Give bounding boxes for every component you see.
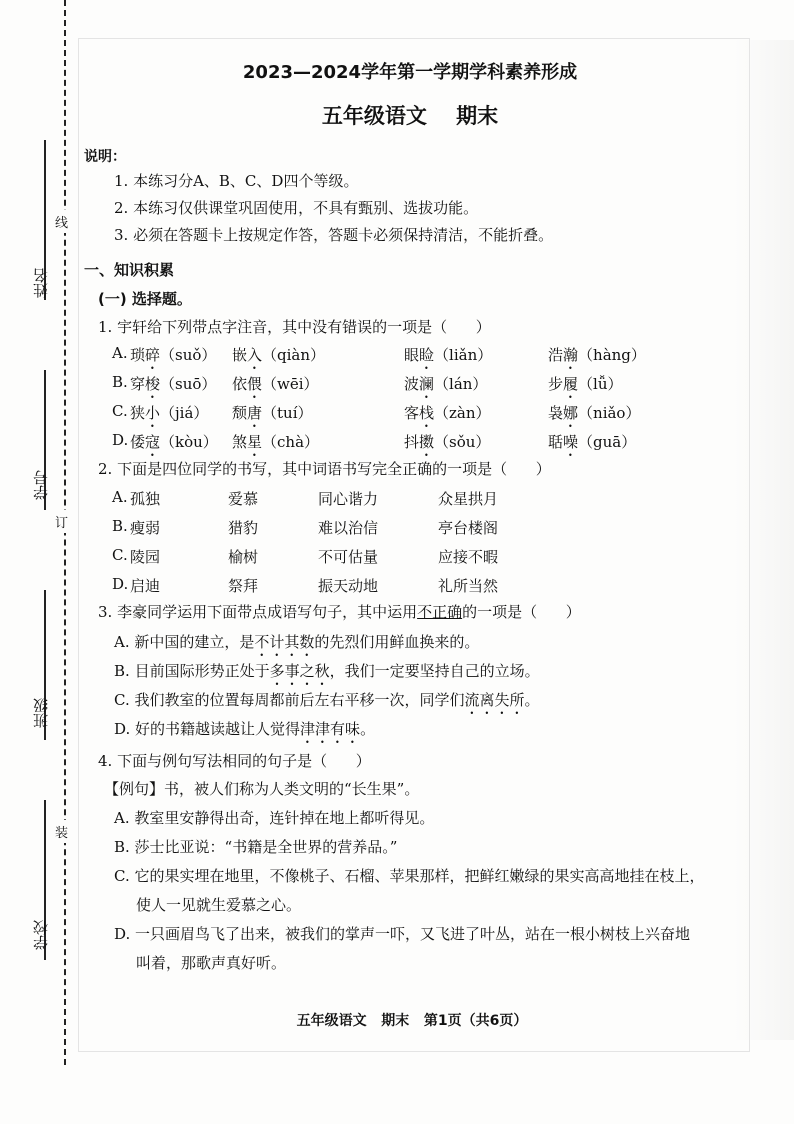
pinyin-text: （niǎo） <box>578 404 641 422</box>
question-1-stem: 1. 宇轩给下列带点字注音，其中没有错误的一项是（ ） <box>98 318 491 336</box>
option-label: C. <box>114 691 135 709</box>
dotted-char: 娜 <box>563 404 579 422</box>
word-item: 猎豹 <box>228 519 259 537</box>
pinyin-text: （suō） <box>160 375 217 393</box>
option-label: D. <box>112 431 129 449</box>
sentence-text: ，我们一定要坚持自己的立场。 <box>329 662 540 680</box>
word-item: 亭台楼阁 <box>438 519 499 537</box>
pinyin-text: （tuí） <box>262 404 313 422</box>
name-label: 姓名 <box>32 268 50 298</box>
sentence-text: 。 <box>524 691 540 709</box>
sentence-text: 目前国际形势正处于 <box>134 662 270 680</box>
option-sentence: C. 它的果实埋在地里，不像桃子、石榴、苹果那样，把鲜红嫩绿的果实高高地挂在枝上， <box>114 867 705 885</box>
dotted-char: 寇 <box>145 433 161 451</box>
word-char: 穿 <box>130 375 146 393</box>
word-item: 祭拜 <box>228 577 259 595</box>
margin-fold-char: 装 <box>55 820 68 843</box>
pinyin-item <box>548 402 640 431</box>
option-sentence: D. 一只画眉鸟飞了出来，被我们的掌声一吓，又飞进了叶丛，站在一根小树枝上兴奋地 <box>114 925 691 943</box>
exam-title: 2023—2024学年第一学期学科素养形成 <box>242 62 578 83</box>
margin-bind-char: 订 <box>55 510 68 533</box>
pinyin-text: （qiàn） <box>262 346 326 364</box>
option-sentence <box>114 718 375 747</box>
word-char: 浩 <box>548 346 564 364</box>
sentence-text: 的先烈们用鲜血换来的。 <box>314 633 480 651</box>
note-item: 2. 本练习仅供课堂巩固使用，不具有甄别、选拔功能。 <box>114 199 479 217</box>
option-sentence: 叫着，那歌声真好听。 <box>136 954 287 972</box>
pinyin-text: （liǎn） <box>434 346 493 364</box>
word-char: 依 <box>232 375 248 393</box>
dotted-char: 睑 <box>419 346 435 364</box>
option-label: B. <box>112 517 128 535</box>
class-num-label: 学号 <box>32 470 50 500</box>
pinyin-text: （suǒ） <box>160 346 217 364</box>
pinyin-item <box>404 373 487 402</box>
pinyin-item <box>232 373 319 402</box>
example-sentence: 【例句】书，被人们称为人类文明的“长生果”。 <box>104 780 420 798</box>
pinyin-item <box>130 402 208 431</box>
pinyin-item <box>404 402 491 431</box>
class-label: 班级 <box>32 698 50 728</box>
pinyin-text: （jiá） <box>160 404 209 422</box>
word-item: 礼所当然 <box>438 577 499 595</box>
option-label: B. <box>114 662 135 680</box>
question-3-stem: 3. 李豪同学运用下面带点成语写句子，其中运用不正确的一项是（ ） <box>98 603 581 621</box>
dotted-char: 擞 <box>419 433 435 451</box>
note-item: 1. 本练习分A、B、C、D四个等级。 <box>114 172 359 190</box>
pinyin-text: （wēi） <box>262 375 319 393</box>
school-label: 学校 <box>32 920 50 950</box>
option-label: A. <box>112 488 128 506</box>
pinyin-text: （lǚ） <box>578 375 623 393</box>
sentence-text: 。 <box>360 720 376 738</box>
word-char: 抖 <box>404 433 420 451</box>
dotted-idiom: 不计其数 <box>254 633 315 651</box>
sentence-text: 新中国的建立，是 <box>134 633 255 651</box>
option-label: A. <box>114 633 135 651</box>
dotted-char: 瀚 <box>563 346 579 364</box>
option-label: B. <box>112 373 128 391</box>
word-char: 袅 <box>548 404 564 422</box>
pinyin-item <box>548 431 636 460</box>
option-label: C. <box>112 546 128 564</box>
underlined-keyword: 不正确 <box>417 603 463 621</box>
pinyin-item <box>404 431 490 460</box>
word-item: 众星拱月 <box>438 490 499 508</box>
dotted-char: 偎 <box>247 375 263 393</box>
dotted-char: 澜 <box>419 375 435 393</box>
margin-line-char: 线 <box>55 210 68 233</box>
pinyin-text: （kòu） <box>160 433 218 451</box>
question-4-stem: 4. 下面与例句写法相同的句子是（ ） <box>98 752 371 770</box>
note-item: 3. 必须在答题卡上按规定作答，答题卡必须保持清洁，不能折叠。 <box>114 226 554 244</box>
option-label: D. <box>114 720 136 738</box>
dotted-char: 碎 <box>145 346 161 364</box>
page-footer: 五年级语文 期末 第1页（共6页） <box>296 1013 528 1029</box>
option-sentence <box>114 660 540 689</box>
sentence-text: 好的书籍越读越让人觉得 <box>135 720 301 738</box>
word-item: 榆树 <box>228 548 259 566</box>
word-char: 步 <box>548 375 564 393</box>
word-item: 启迪 <box>130 577 161 595</box>
word-char: 客 <box>404 404 420 422</box>
option-sentence: 使人一见就生爱慕之心。 <box>136 896 302 914</box>
word-item: 爱慕 <box>228 490 259 508</box>
word-item: 不可估量 <box>318 548 379 566</box>
word-char: 煞 <box>232 433 248 451</box>
pinyin-text: （hàng） <box>578 346 646 364</box>
option-sentence: A. 教室里安静得出奇，连针掉在地上都听得见。 <box>114 809 435 827</box>
word-char: 聒 <box>548 433 564 451</box>
pinyin-text: （guā） <box>578 433 637 451</box>
word-char: 琐 <box>130 346 146 364</box>
word-item: 瘦弱 <box>130 519 161 537</box>
option-sentence <box>114 689 540 718</box>
dotted-char: 入 <box>247 346 263 364</box>
section-heading: 一、知识积累 <box>84 261 175 279</box>
word-char: 倭 <box>130 433 146 451</box>
word-item: 难以治信 <box>318 519 379 537</box>
dotted-idiom: 津津有味 <box>300 720 361 738</box>
word-char: 狭 <box>130 404 146 422</box>
word-char: 颓 <box>232 404 248 422</box>
dotted-char: 星 <box>247 433 263 451</box>
word-item: 振天动地 <box>318 577 379 595</box>
word-item: 陵园 <box>130 548 161 566</box>
pinyin-item <box>130 431 218 460</box>
dotted-char: 栈 <box>419 404 435 422</box>
sentence-text: 我们教室的位置每周都前后左右平移一次，同学们 <box>134 691 465 709</box>
dotted-idiom: 多事之秋 <box>269 662 330 680</box>
pinyin-item <box>130 373 216 402</box>
pinyin-item <box>130 344 216 373</box>
word-char: 波 <box>404 375 420 393</box>
pinyin-item <box>548 373 623 402</box>
word-item: 同心谐力 <box>318 490 379 508</box>
option-label: A. <box>112 344 128 362</box>
option-sentence: B. 莎士比亚说：“书籍是全世界的营养品。” <box>114 838 398 856</box>
word-char: 眼 <box>404 346 420 364</box>
pinyin-item <box>232 344 325 373</box>
dotted-char: 噪 <box>563 433 579 451</box>
option-label: C. <box>112 402 128 420</box>
pinyin-item <box>404 344 492 373</box>
word-item: 孤独 <box>130 490 161 508</box>
word-char: 嵌 <box>232 346 248 364</box>
dotted-char: 梭 <box>145 375 161 393</box>
dotted-char: 唐 <box>247 404 263 422</box>
dotted-idiom: 流离失所 <box>464 691 525 709</box>
word-item: 应接不暇 <box>438 548 499 566</box>
question-2-stem: 2. 下面是四位同学的书写，其中词语书写完全正确的一项是（ ） <box>98 460 551 478</box>
pinyin-item <box>548 344 646 373</box>
option-label: D. <box>112 575 129 593</box>
notes-heading: 说明： <box>84 149 126 165</box>
pinyin-text: （lán） <box>434 375 488 393</box>
pinyin-item <box>232 402 313 431</box>
option-sentence <box>114 631 479 660</box>
pinyin-text: （sǒu） <box>434 433 491 451</box>
pinyin-text: （zàn） <box>434 404 491 422</box>
exam-subtitle: 五年级语文 期末 <box>321 104 499 128</box>
pinyin-text: （chà） <box>262 433 320 451</box>
subsection-heading: (一) 选择题。 <box>98 290 192 308</box>
dotted-char: 小 <box>145 404 161 422</box>
pinyin-item <box>232 431 319 460</box>
dotted-char: 履 <box>563 375 579 393</box>
